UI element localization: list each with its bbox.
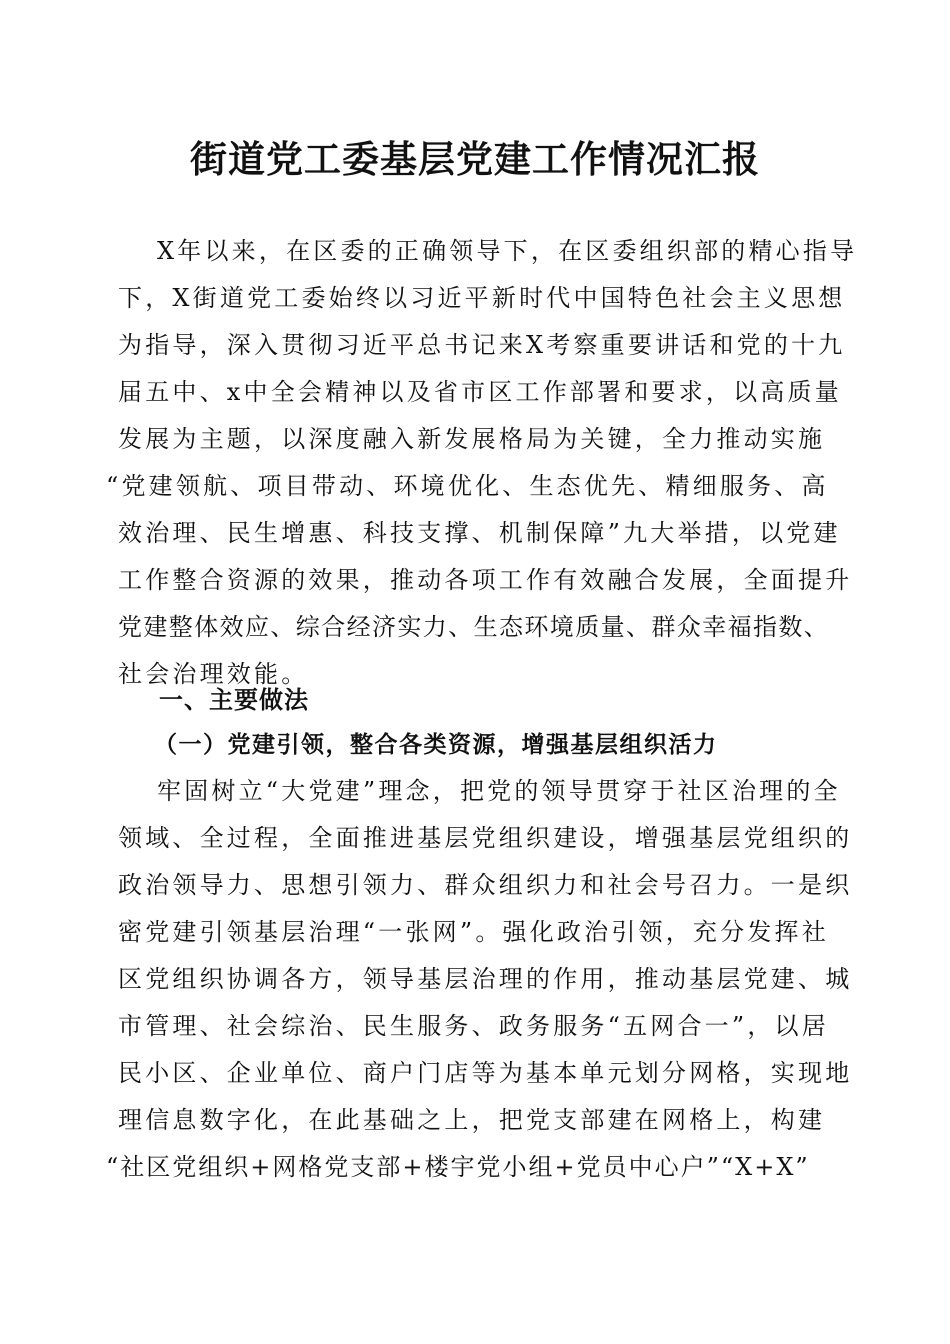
paragraph-line: 市管理、社会综治、民生服务、政务服务“五网合一”，以居 <box>118 1012 829 1040</box>
paragraph-line: 工作整合资源的效果，推动各项工作有效融合发展，全面提升 <box>118 566 853 594</box>
paragraph-line: 民小区、企业单位、商户门店等为基本单元划分网格，实现地 <box>118 1059 853 1087</box>
paragraph-line: 发展为主题，以深度融入新发展格局为关键，全力推动实施 <box>118 425 826 453</box>
paragraph-line: 效治理、民生增惠、科技支撑、机制保障”九大举措，以党建 <box>118 519 841 547</box>
paragraph-line: 届五中、x中全会精神以及省市区工作部署和要求，以高质量 <box>118 378 842 406</box>
paragraph-line: 区党组织协调各方，领导基层治理的作用，推动基层党建、城 <box>118 965 853 993</box>
subsection-heading: （一）党建引领，整合各类资源，增强基层组织活力 <box>154 732 718 758</box>
paragraph-line: 党建整体效应、综合经济实力、生态环境质量、群众幸福指数、 <box>118 613 830 641</box>
section-heading: 一、主要做法 <box>159 686 309 714</box>
paragraph-line: X年以来，在区委的正确领导下，在区委组织部的精心指导 <box>157 237 858 265</box>
paragraph-line: 为指导，深入贯彻习近平总书记来X考察重要讲话和党的十九 <box>118 331 846 359</box>
paragraph-line: 牢固树立“大党建”理念，把党的领导贯穿于社区治理的全 <box>157 777 841 805</box>
paragraph-line: “党建领航、项目带动、环境优化、生态优先、精细服务、高 <box>106 472 829 500</box>
paragraph-line: 密党建引领基层治理“一张网”。强化政治引领，充分发挥社 <box>118 918 829 946</box>
paragraph-line: 政治领导力、思想引领力、群众组织力和社会号召力。一是织 <box>118 871 853 899</box>
paragraph-line: 社会治理效能。 <box>118 660 309 688</box>
document-title: 街道党工委基层党建工作情况汇报 <box>190 137 760 181</box>
paragraph-line: “社区党组织+网格党支部+楼宇党小组+党员中心户”“X+X” <box>106 1153 810 1181</box>
paragraph-line: 领域、全过程，全面推进基层党组织建设，增强基层党组织的 <box>118 824 853 852</box>
paragraph-line: 下，X街道党工委始终以习近平新时代中国特色社会主义思想 <box>118 284 846 312</box>
paragraph-line: 理信息数字化，在此基础之上，把党支部建在网格上，构建 <box>118 1106 826 1134</box>
